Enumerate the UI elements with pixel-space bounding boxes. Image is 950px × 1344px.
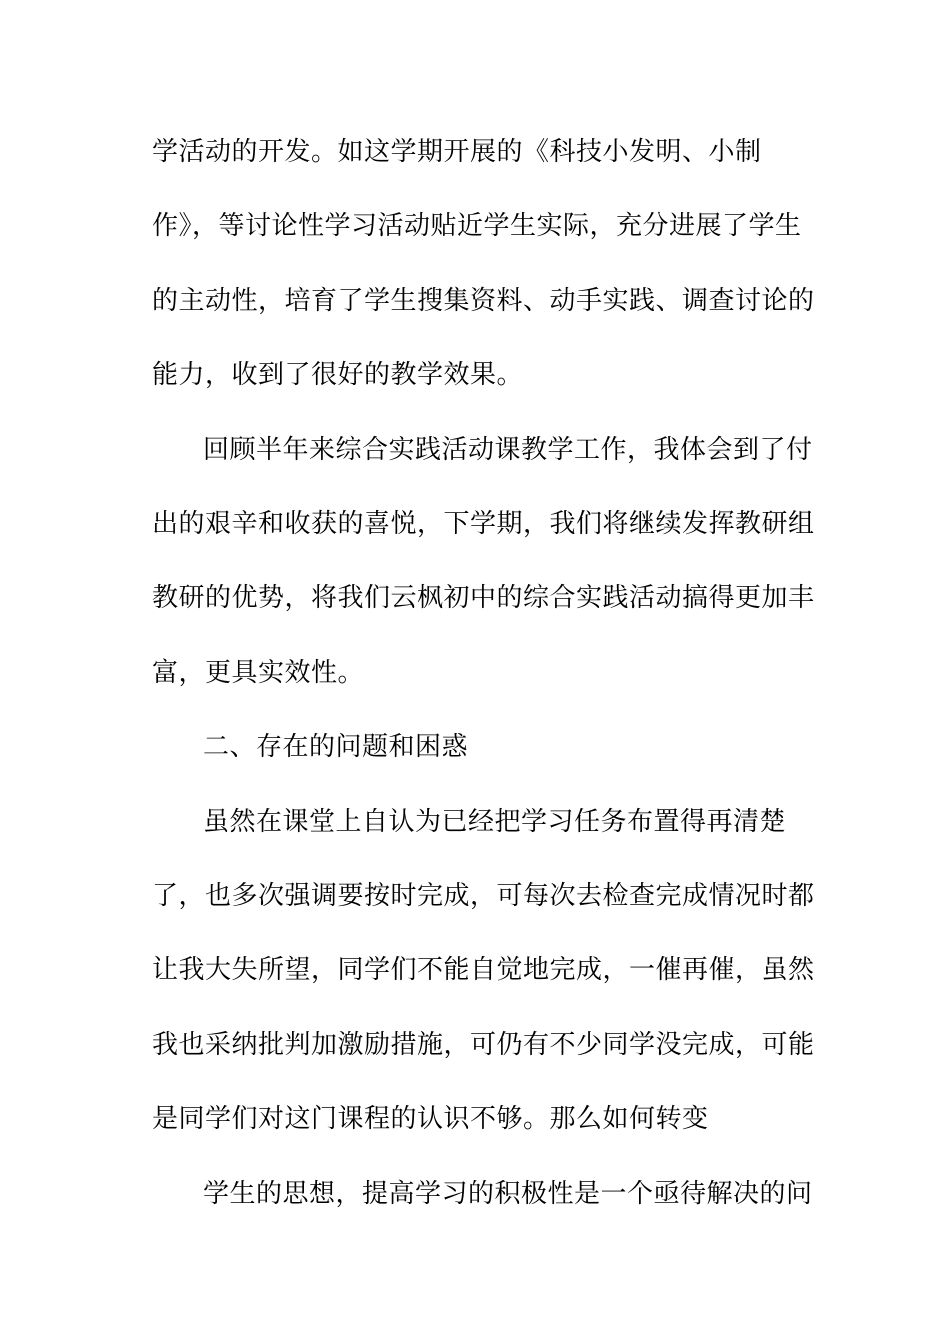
text-line: 富，更具实效性。 [152,658,365,688]
text-line: 的主动性，培育了学生搜集资料、动手实践、调查讨论的 [152,286,815,316]
text-line: 出的艰辛和收获的喜悦，下学期，我们将继续发挥教研组 [152,509,815,539]
text-line: 学生的思想，提高学习的积极性是一个亟待解决的问 [203,1179,813,1209]
text-line: 是同学们对这门课程的认识不够。那么如何转变 [152,1104,709,1134]
text-line: 教研的优势，将我们云枫初中的综合实践活动搞得更加丰 [152,583,815,613]
text-line: 我也采纳批判加激励措施，可仍有不少同学没完成，可能 [152,1030,815,1060]
text-line: 学活动的开发。如这学期开展的《科技小发明、小制 [152,137,762,167]
section-heading: 二、存在的问题和困惑 [203,732,469,762]
text-line: 了，也多次强调要按时完成，可每次去检查完成情况时都 [152,881,815,911]
text-line: 作》，等讨论性学习活动贴近学生实际，充分进展了学生 [152,211,802,241]
text-line: 虽然在课堂上自认为已经把学习任务布置得再清楚 [203,807,787,837]
text-line: 让我大失所望，同学们不能自觉地完成，一催再催，虽然 [152,955,815,985]
text-line: 回顾半年来综合实践活动课教学工作，我体会到了付 [203,435,813,465]
text-line: 能力，收到了很好的教学效果。 [152,360,524,390]
